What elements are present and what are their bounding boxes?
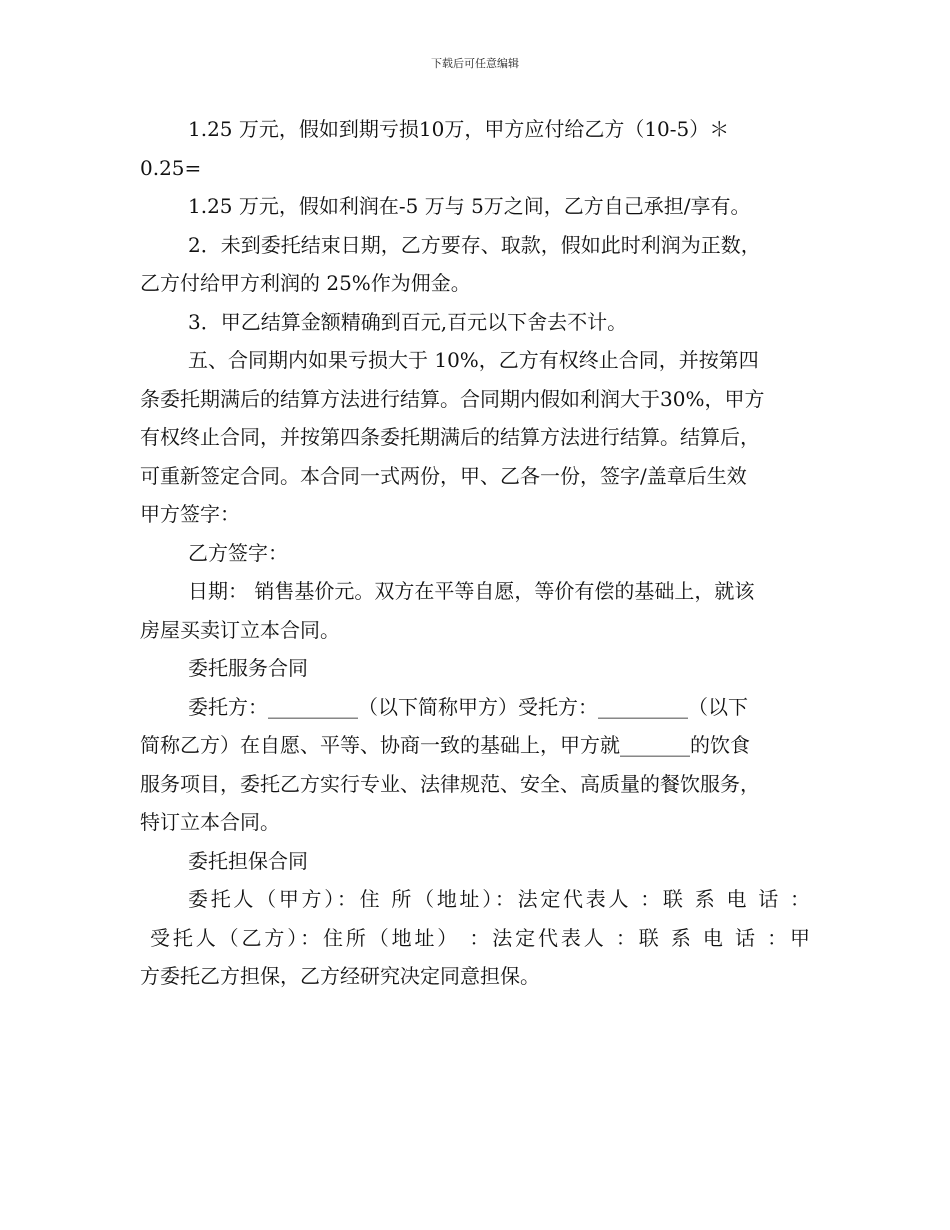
text-line: 方委托乙方担保，乙方经研究决定同意担保。 (140, 964, 540, 988)
text-line: 甲方签字： (140, 502, 240, 526)
text-line: 条委托期满后的结算方法进行结算。合同期内假如利润大于30%，甲方 (140, 386, 765, 411)
document-body (140, 110, 810, 996)
text-line: 委托担保合同 (188, 848, 308, 873)
text-line: 1.25 万元，假如利润在-5 万与 5万之间，乙方自己承担/享有。 (188, 194, 751, 218)
text-line: 2．未到委托结束日期，乙方要存、取款，假如此时利润为正数， (188, 232, 761, 257)
text-line: 房屋买卖订立本合同。 (140, 617, 340, 642)
text-line: 0.25= (140, 155, 202, 180)
text-line: 服务项目，委托乙方实行专业、法律规范、安全、高质量的餐饮服务， (140, 771, 760, 796)
text-line: 可重新签定合同。本合同一式两份，甲、乙各一份，签字/盖章后生效 (140, 463, 747, 488)
text-line: 委托方：_________（以下简称甲方）受托方：_________（以下 (188, 694, 748, 719)
text-line: 1.25 万元，假如到期亏损10万，甲方应付给乙方（10-5）＊ (188, 117, 730, 141)
text-line: 乙方付给甲方利润的 25%作为佣金。 (140, 271, 471, 295)
text-line: 乙方签字： (188, 540, 288, 565)
text-line: 受托人（乙方）：住所（地址） ：法定代表人 ：联 系 电 话 ：甲 (150, 925, 810, 950)
text-line: 日期： 销售基价元。双方在平等自愿，等价有偿的基础上，就该 (188, 579, 755, 603)
text-line: 有权终止合同，并按第四条委托期满后的结算方法进行结算。结算后， (140, 425, 760, 449)
text-line: 委托服务合同 (188, 656, 308, 680)
text-line: 五、合同期内如果亏损大于 10%，乙方有权终止合同，并按第四 (188, 348, 759, 372)
text-line: 3．甲乙结算金额精确到百元,百元以下舍去不计。 (188, 309, 628, 334)
text-line: 特订立本合同。 (140, 810, 280, 834)
text-line: 简称乙方）在自愿、平等、协商一致的基础上，甲方就_______的饮食 (140, 733, 750, 757)
page-header-note: 下载后可任意编辑 (431, 57, 519, 70)
text-line: 委托人（甲方）：住 所（地址）：法定代表人 ：联 系 电 话 ： (188, 887, 810, 911)
